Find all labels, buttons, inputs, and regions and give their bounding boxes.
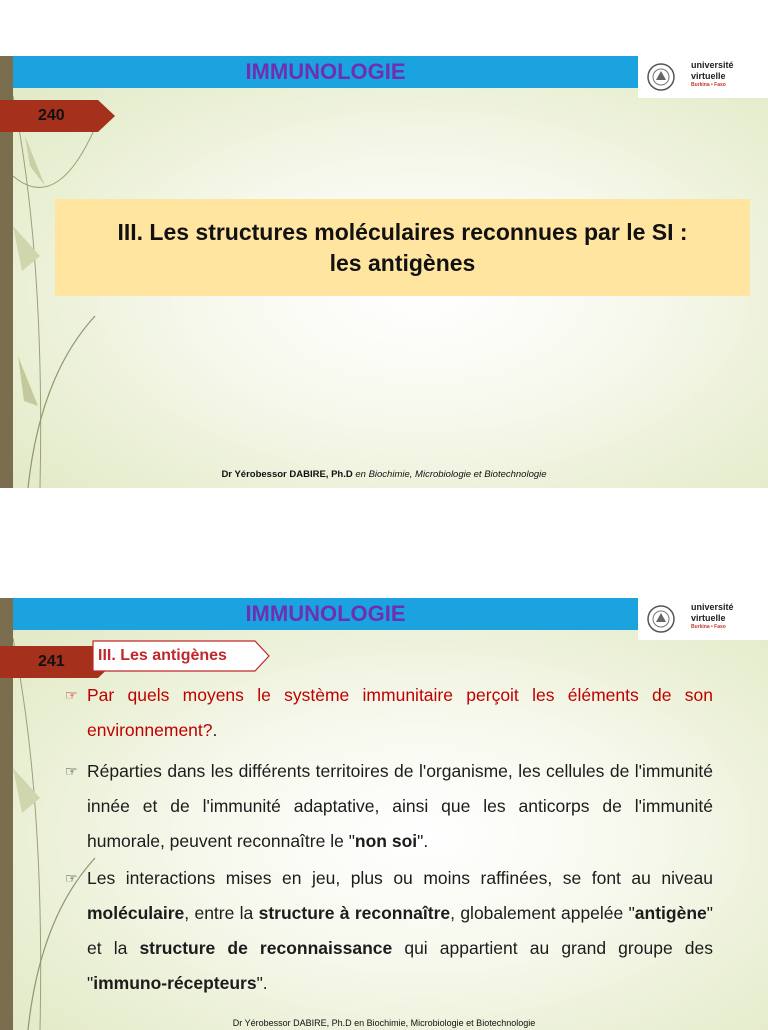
footer-field: Biochimie, Microbiologie et Biotechnologie: [368, 469, 547, 480]
section-title-line1: III. Les structures moléculaires reconnues par le SI :: [117, 218, 688, 245]
bullet-list: [65, 678, 713, 1001]
slide-241: [0, 598, 768, 1030]
footer-en: en: [355, 469, 366, 480]
pointing-hand-icon: ☞: [65, 870, 78, 886]
pointing-hand-icon: ☞: [65, 763, 78, 779]
bullet-item: ☞ Les interactions mises en jeu, plus ou moins raffinées, se font au niveau moléculaire, entre la structure à reconnaître, globalement appelée "antigène" et la structure de reconnaissance qui appartient au grand groupe des "immuno-récepteurs".: [65, 861, 713, 1001]
logo-line3: Burkina • Faso: [691, 624, 726, 630]
seal-icon: [646, 604, 676, 634]
bullet-item: ☞ Par quels moyens le système immunitaire perçoit les éléments de son environnement?.: [65, 678, 713, 748]
section-label: III. Les antigènes: [98, 647, 227, 664]
section-title: [117, 217, 687, 279]
university-logo: [638, 56, 768, 98]
seal-icon: [646, 62, 676, 92]
header-title: IMMUNOLOGIE: [245, 601, 406, 626]
logo-line2: virtuelle: [691, 613, 726, 623]
pointing-hand-icon: ☞: [65, 687, 78, 703]
footer-credit-partial: Dr Yérobessor DABIRE, Ph.D en Biochimie, Microbiologie et Biotechnologie: [232, 1018, 536, 1028]
header-title: IMMUNOLOGIE: [245, 59, 406, 84]
footer-author: Dr Yérobessor DABIRE, Ph.D: [221, 469, 353, 480]
section-title-line2: les antigènes: [329, 249, 476, 276]
logo-line2: virtuelle: [691, 71, 726, 81]
bullet-item: ☞ Réparties dans les différents territoires de l'organisme, les cellules de l'immunité innée et de l'immunité adaptative, ainsi que les anticorps de l'immunité humorale, peuvent reconnaître le "non soi".: [65, 754, 713, 859]
slide-number: 241: [38, 653, 65, 670]
slide-240: [0, 56, 768, 488]
slide-number: 240: [38, 107, 65, 124]
university-logo: [638, 598, 768, 640]
logo-line1: université: [691, 602, 734, 612]
footer-credit: [0, 469, 768, 480]
logo-line1: université: [691, 60, 734, 70]
section-title-box: [55, 199, 750, 296]
logo-line3: Burkina • Faso: [691, 82, 726, 88]
